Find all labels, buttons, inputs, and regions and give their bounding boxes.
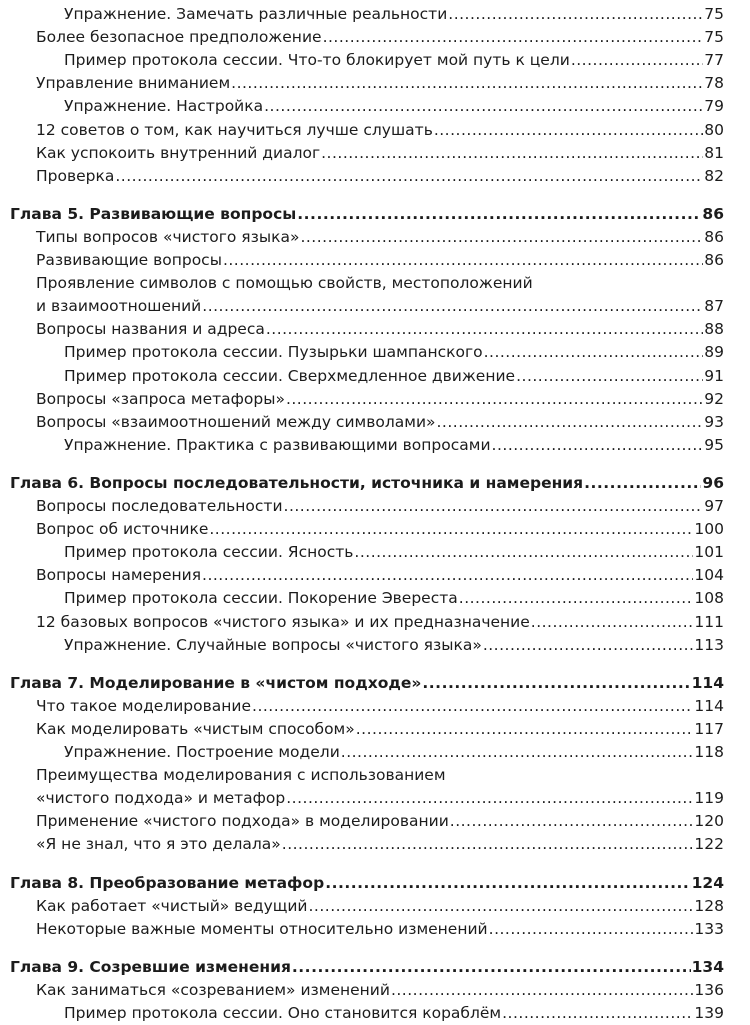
toc-entry[interactable] bbox=[36, 142, 724, 165]
dot-leader bbox=[492, 434, 704, 457]
page-number: 86 bbox=[704, 227, 724, 246]
toc-entry[interactable] bbox=[64, 541, 724, 564]
page-number: 136 bbox=[694, 980, 724, 999]
dot-leader bbox=[286, 388, 703, 411]
page-number: 113 bbox=[694, 635, 724, 654]
toc-entry-text: Упражнение. Замечать различные реальности bbox=[64, 5, 448, 23]
toc-entry[interactable] bbox=[64, 3, 724, 26]
page-number: 119 bbox=[694, 789, 724, 808]
page-number: 100 bbox=[694, 520, 724, 539]
dot-leader bbox=[354, 541, 693, 564]
page-number: 114 bbox=[694, 696, 724, 715]
dot-leader bbox=[284, 495, 704, 518]
page-number: 134 bbox=[691, 957, 724, 976]
dot-leader bbox=[325, 872, 690, 895]
toc-entry[interactable] bbox=[64, 741, 724, 764]
toc-entry[interactable] bbox=[64, 341, 724, 364]
toc-entry-text: Преимущества моделирования с использованием bbox=[36, 766, 446, 785]
dot-leader bbox=[502, 1002, 693, 1025]
toc-entry[interactable] bbox=[36, 411, 724, 434]
toc-entry-text: Пример протокола сессии. Сверхмедленное движение bbox=[64, 366, 516, 385]
page-number: 95 bbox=[704, 435, 724, 454]
toc-entry[interactable] bbox=[36, 295, 724, 318]
toc-entry-text: Вопрос об источнике bbox=[36, 520, 209, 539]
toc-entry[interactable] bbox=[36, 72, 724, 95]
dot-leader bbox=[571, 49, 703, 72]
toc-entry[interactable] bbox=[36, 495, 724, 518]
toc-chapter-entry[interactable] bbox=[10, 203, 724, 226]
page-number: 88 bbox=[704, 320, 724, 339]
toc-entry[interactable] bbox=[36, 564, 724, 587]
dot-leader bbox=[252, 695, 693, 718]
toc-entry-text: Проверка bbox=[36, 166, 115, 185]
toc-entry-text: Более безопасное предположение bbox=[36, 28, 322, 47]
toc-entry[interactable] bbox=[36, 787, 724, 810]
page-number: 86 bbox=[702, 204, 724, 223]
dot-leader bbox=[484, 341, 704, 364]
toc-entry-text: Вопросы последовательности bbox=[36, 497, 283, 515]
dot-leader bbox=[489, 918, 694, 941]
toc-entry-text: Упражнение. Случайные вопросы «чистого языка» bbox=[64, 635, 482, 654]
dot-leader bbox=[448, 3, 703, 26]
toc-entry-text: Управление вниманием bbox=[36, 74, 231, 93]
toc-entry-text: Как работает «чистый» ведущий bbox=[36, 896, 308, 915]
toc-entry[interactable] bbox=[64, 434, 724, 457]
page-number: 92 bbox=[704, 389, 724, 408]
page-number: 128 bbox=[694, 896, 724, 915]
toc-entry-text: 12 советов о том, как научиться лучше слушать bbox=[36, 120, 433, 139]
toc-entry[interactable] bbox=[64, 587, 724, 610]
dot-leader bbox=[286, 787, 693, 810]
page-number: 93 bbox=[704, 412, 724, 431]
dot-leader bbox=[437, 411, 704, 434]
page-number: 124 bbox=[691, 873, 724, 892]
page-number: 120 bbox=[694, 812, 724, 831]
toc-chapter-entry[interactable] bbox=[10, 956, 724, 979]
toc-entry-text: Как заниматься «созреванием» изменений bbox=[36, 980, 390, 999]
toc-chapter-entry[interactable] bbox=[10, 472, 724, 495]
page-number: 91 bbox=[704, 366, 724, 385]
toc-entry-text: Типы вопросов «чистого языка» bbox=[36, 227, 300, 246]
toc-entry[interactable] bbox=[36, 165, 724, 188]
dot-leader bbox=[266, 318, 703, 341]
page-number: 86 bbox=[704, 251, 724, 269]
page-number: 75 bbox=[704, 5, 724, 23]
dot-leader bbox=[531, 611, 694, 634]
page-number: 122 bbox=[694, 835, 724, 854]
toc-entry[interactable] bbox=[36, 833, 724, 856]
toc-entry-text: Пример протокола сессии. Покорение Эвереста bbox=[64, 589, 458, 608]
toc-entry-text: Упражнение. Практика с развивающими вопросами bbox=[64, 435, 491, 454]
dot-leader bbox=[356, 718, 694, 741]
toc-entry-text: 12 базовых вопросов «чистого языка» и их предназначение bbox=[36, 612, 530, 631]
toc-entry[interactable] bbox=[36, 119, 724, 142]
dot-leader bbox=[391, 979, 693, 1002]
toc-entry-text: Применение «чистого подхода» в моделировании bbox=[36, 812, 449, 831]
toc-entry-text: Пример протокола сессии. Пузырьки шампанского bbox=[64, 343, 483, 362]
toc-entry[interactable] bbox=[36, 895, 724, 918]
toc-entry[interactable] bbox=[36, 26, 724, 49]
dot-leader bbox=[341, 741, 694, 764]
toc-entry-text: и взаимоотношений bbox=[36, 297, 202, 316]
toc-entry[interactable] bbox=[36, 518, 724, 541]
page-number: 79 bbox=[704, 97, 724, 116]
toc-entry-text: Пример протокола сессии. Оно становится кораблём bbox=[64, 1004, 502, 1022]
dot-leader bbox=[321, 142, 703, 165]
toc-entry[interactable] bbox=[36, 226, 724, 249]
page-number: 114 bbox=[691, 673, 724, 692]
toc-entry[interactable] bbox=[36, 810, 724, 833]
toc-entry[interactable] bbox=[36, 979, 724, 1002]
dot-leader bbox=[292, 956, 691, 979]
toc-entry-text: Развивающие вопросы bbox=[36, 251, 222, 269]
page-number: 80 bbox=[704, 120, 724, 139]
toc-chapter-entry[interactable] bbox=[10, 872, 724, 895]
toc-entry[interactable] bbox=[64, 49, 724, 72]
page-number: 133 bbox=[694, 919, 724, 938]
page-number: 77 bbox=[704, 51, 724, 70]
chapter-title: Глава 8. Преобразование метафор bbox=[10, 873, 325, 892]
dot-leader bbox=[231, 72, 703, 95]
chapter-title: Глава 7. Моделирование в «чистом подходе» bbox=[10, 673, 422, 692]
chapter-title: Глава 5. Развивающие вопросы bbox=[10, 204, 297, 223]
dot-leader bbox=[422, 672, 690, 695]
dot-leader bbox=[450, 810, 694, 833]
page-number: 117 bbox=[694, 719, 724, 738]
dot-leader bbox=[483, 634, 694, 657]
toc-entry-text: Вопросы названия и адреса bbox=[36, 320, 265, 339]
toc-entry-text: Вопросы намерения bbox=[36, 566, 202, 585]
page-number: 108 bbox=[694, 589, 724, 608]
toc-entry-text: Упражнение. Настройка bbox=[64, 97, 264, 116]
toc-entry-text: «чистого подхода» и метафор bbox=[36, 789, 286, 808]
toc-entry-text: «Я не знал, что я это делала» bbox=[36, 835, 281, 854]
dot-leader bbox=[297, 203, 701, 226]
toc-entry[interactable] bbox=[64, 365, 724, 388]
dot-leader bbox=[584, 472, 701, 495]
page-number: 87 bbox=[704, 297, 724, 316]
page-number: 96 bbox=[702, 473, 724, 492]
dot-leader bbox=[434, 119, 703, 142]
page-number: 81 bbox=[704, 143, 724, 162]
page-number: 101 bbox=[694, 543, 724, 562]
toc-entry-text: Проявление символов с помощью свойств, местоположений bbox=[36, 274, 533, 293]
chapter-title: Глава 9. Созревшие изменения bbox=[10, 957, 291, 976]
toc-entry-text: Упражнение. Построение модели bbox=[64, 743, 340, 761]
toc-entry-text: Вопросы «запроса метафоры» bbox=[36, 389, 285, 408]
toc-entry-text: Как моделировать «чистым способом» bbox=[36, 719, 355, 738]
page-number: 75 bbox=[704, 28, 724, 47]
toc-entry[interactable] bbox=[36, 695, 724, 718]
toc-entry-text: Пример протокола сессии. Ясность bbox=[64, 543, 354, 562]
toc-entry[interactable] bbox=[36, 249, 724, 272]
dot-leader bbox=[202, 564, 693, 587]
toc-entry[interactable] bbox=[36, 388, 724, 411]
toc-chapter-entry[interactable] bbox=[10, 672, 724, 695]
toc-entry[interactable] bbox=[36, 611, 724, 634]
toc-entry[interactable] bbox=[36, 918, 724, 941]
toc-entry-text: Некоторые важные моменты относительно изменений bbox=[36, 919, 488, 938]
toc-entry-text: Вопросы «взаимоотношений между символами» bbox=[36, 412, 436, 431]
toc-entry-text: Как успокоить внутренний диалог bbox=[36, 143, 321, 162]
dot-leader bbox=[209, 518, 693, 541]
page-number: 104 bbox=[694, 566, 724, 585]
dot-leader bbox=[223, 249, 703, 272]
dot-leader bbox=[202, 295, 703, 318]
toc-entry[interactable] bbox=[36, 718, 724, 741]
page-number: 97 bbox=[704, 497, 724, 515]
dot-leader bbox=[300, 226, 703, 249]
chapter-title: Глава 6. Вопросы последовательности, источника и намерения bbox=[10, 473, 584, 492]
page-number: 89 bbox=[704, 343, 724, 362]
dot-leader bbox=[459, 587, 694, 610]
toc-entry[interactable] bbox=[64, 634, 724, 657]
page-number: 111 bbox=[694, 612, 724, 631]
toc-entry[interactable] bbox=[64, 1002, 724, 1025]
toc-entry-text: Пример протокола сессии. Что-то блокирует мой путь к цели bbox=[64, 51, 570, 70]
dot-leader bbox=[516, 365, 703, 388]
dot-leader bbox=[264, 95, 703, 118]
dot-leader bbox=[309, 895, 694, 918]
page-number: 139 bbox=[694, 1004, 724, 1022]
toc-entry[interactable] bbox=[64, 95, 724, 118]
page-number: 118 bbox=[694, 743, 724, 761]
page-number: 82 bbox=[704, 166, 724, 185]
toc-entry-text: Что такое моделирование bbox=[36, 696, 252, 715]
dot-leader bbox=[323, 26, 704, 49]
toc-entry[interactable] bbox=[36, 318, 724, 341]
page-number: 78 bbox=[704, 74, 724, 93]
dot-leader bbox=[115, 165, 703, 188]
dot-leader bbox=[282, 833, 694, 856]
